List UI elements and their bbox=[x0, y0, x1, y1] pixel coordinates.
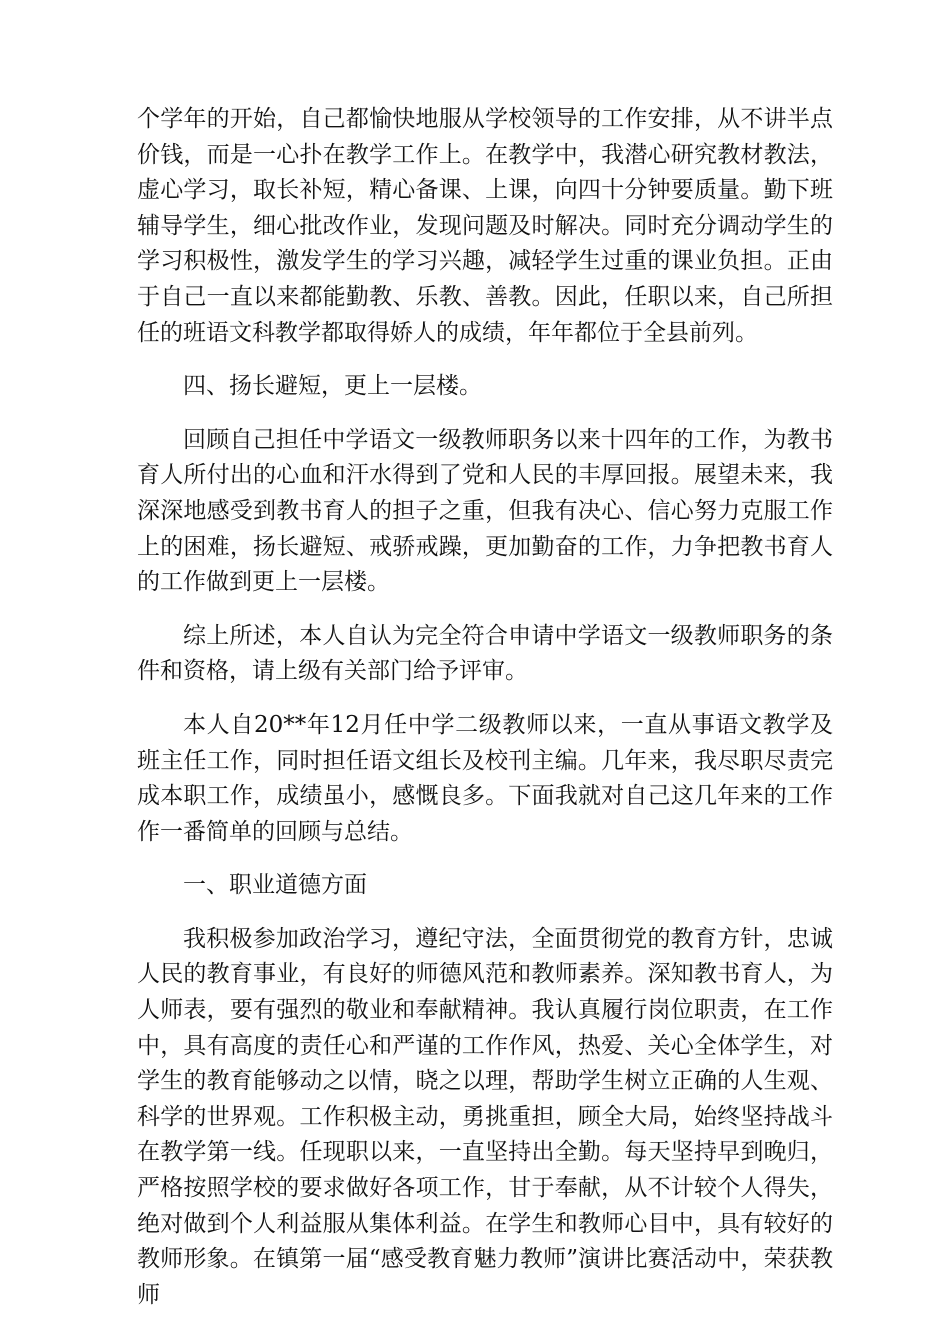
section-heading-one: 一、职业道德方面 bbox=[183, 872, 367, 899]
paragraph-continued-teaching: 个学年的开始，自己都愉快地服从学校领导的工作安排，从不讲半点价钱，而是一心扑在教学工作上。在教学中，我潜心研究教材教法，虚心学习，取长补短，精心备课、上课，向四十分钟要质量。勤下班辅导学生，细心批改作业，发现问题及时解决。同时充分调动学生的学习积极性，激发学生的学习兴趣，减轻学生过重的课业负担。正由于自己一直以来都能勤教、乐教、善教。因此，任职以来，自己所担任的班语文科教学都取得娇人的成绩，年年都位于全县前列。 bbox=[137, 106, 833, 346]
paragraph-professional-ethics: 我积极参加政治学习，遵纪守法，全面贯彻党的教育方针，忠诚人民的教育事业，有良好的师德风范和教师素养。深知教书育人，为人师表，要有强烈的敬业和奉献精神。我认真履行岗位职责，在工作中，具有高度的责任心和严谨的工作作风，热爱、关心全体学生，对学生的教育能够动之以情，晓之以理，帮助学生树立正确的人生观、科学的世界观。工作积极主动，勇挑重担，顾全大局，始终坚持战斗在教学第一线。任现职以来，一直坚持出全勤。每天坚持早到晚归，严格按照学校的要求做好各项工作，甘于奉献，从不计较个人得失，绝对做到个人利益服从集体利益。在学生和教师心目中，具有较好的教师形象。在镇第一届“感受教育魅力教师”演讲比赛活动中，荣获教师 bbox=[137, 925, 833, 1308]
paragraph-summary: 综上所述，本人自认为完全符合申请中学语文一级教师职务的条件和资格，请上级有关部门给予评审。 bbox=[137, 622, 833, 685]
paragraph-review: 回顾自己担任中学语文一级教师职务以来十四年的工作，为教书育人所付出的心血和汗水得到了党和人民的丰厚回报。展望未来，我深深地感受到教书育人的担子之重，但我有决心、信心努力克服工作上的困难，扬长避短、戒骄戒躁，更加勤奋的工作，力争把教书育人的工作做到更上一层楼。 bbox=[137, 426, 833, 596]
paragraph-introduction: 本人自20**年12月任中学二级教师以来，一直从事语文教学及班主任工作，同时担任语文组长及校刊主编。几年来，我尽职尽责完成本职工作，成绩虽小，感慨良多。下面我就对自己这几年来的工作作一番简单的回顾与总结。 bbox=[137, 711, 833, 845]
section-heading-four: 四、扬长避短，更上一层楼。 bbox=[183, 373, 482, 400]
document-page bbox=[137, 102, 833, 1331]
